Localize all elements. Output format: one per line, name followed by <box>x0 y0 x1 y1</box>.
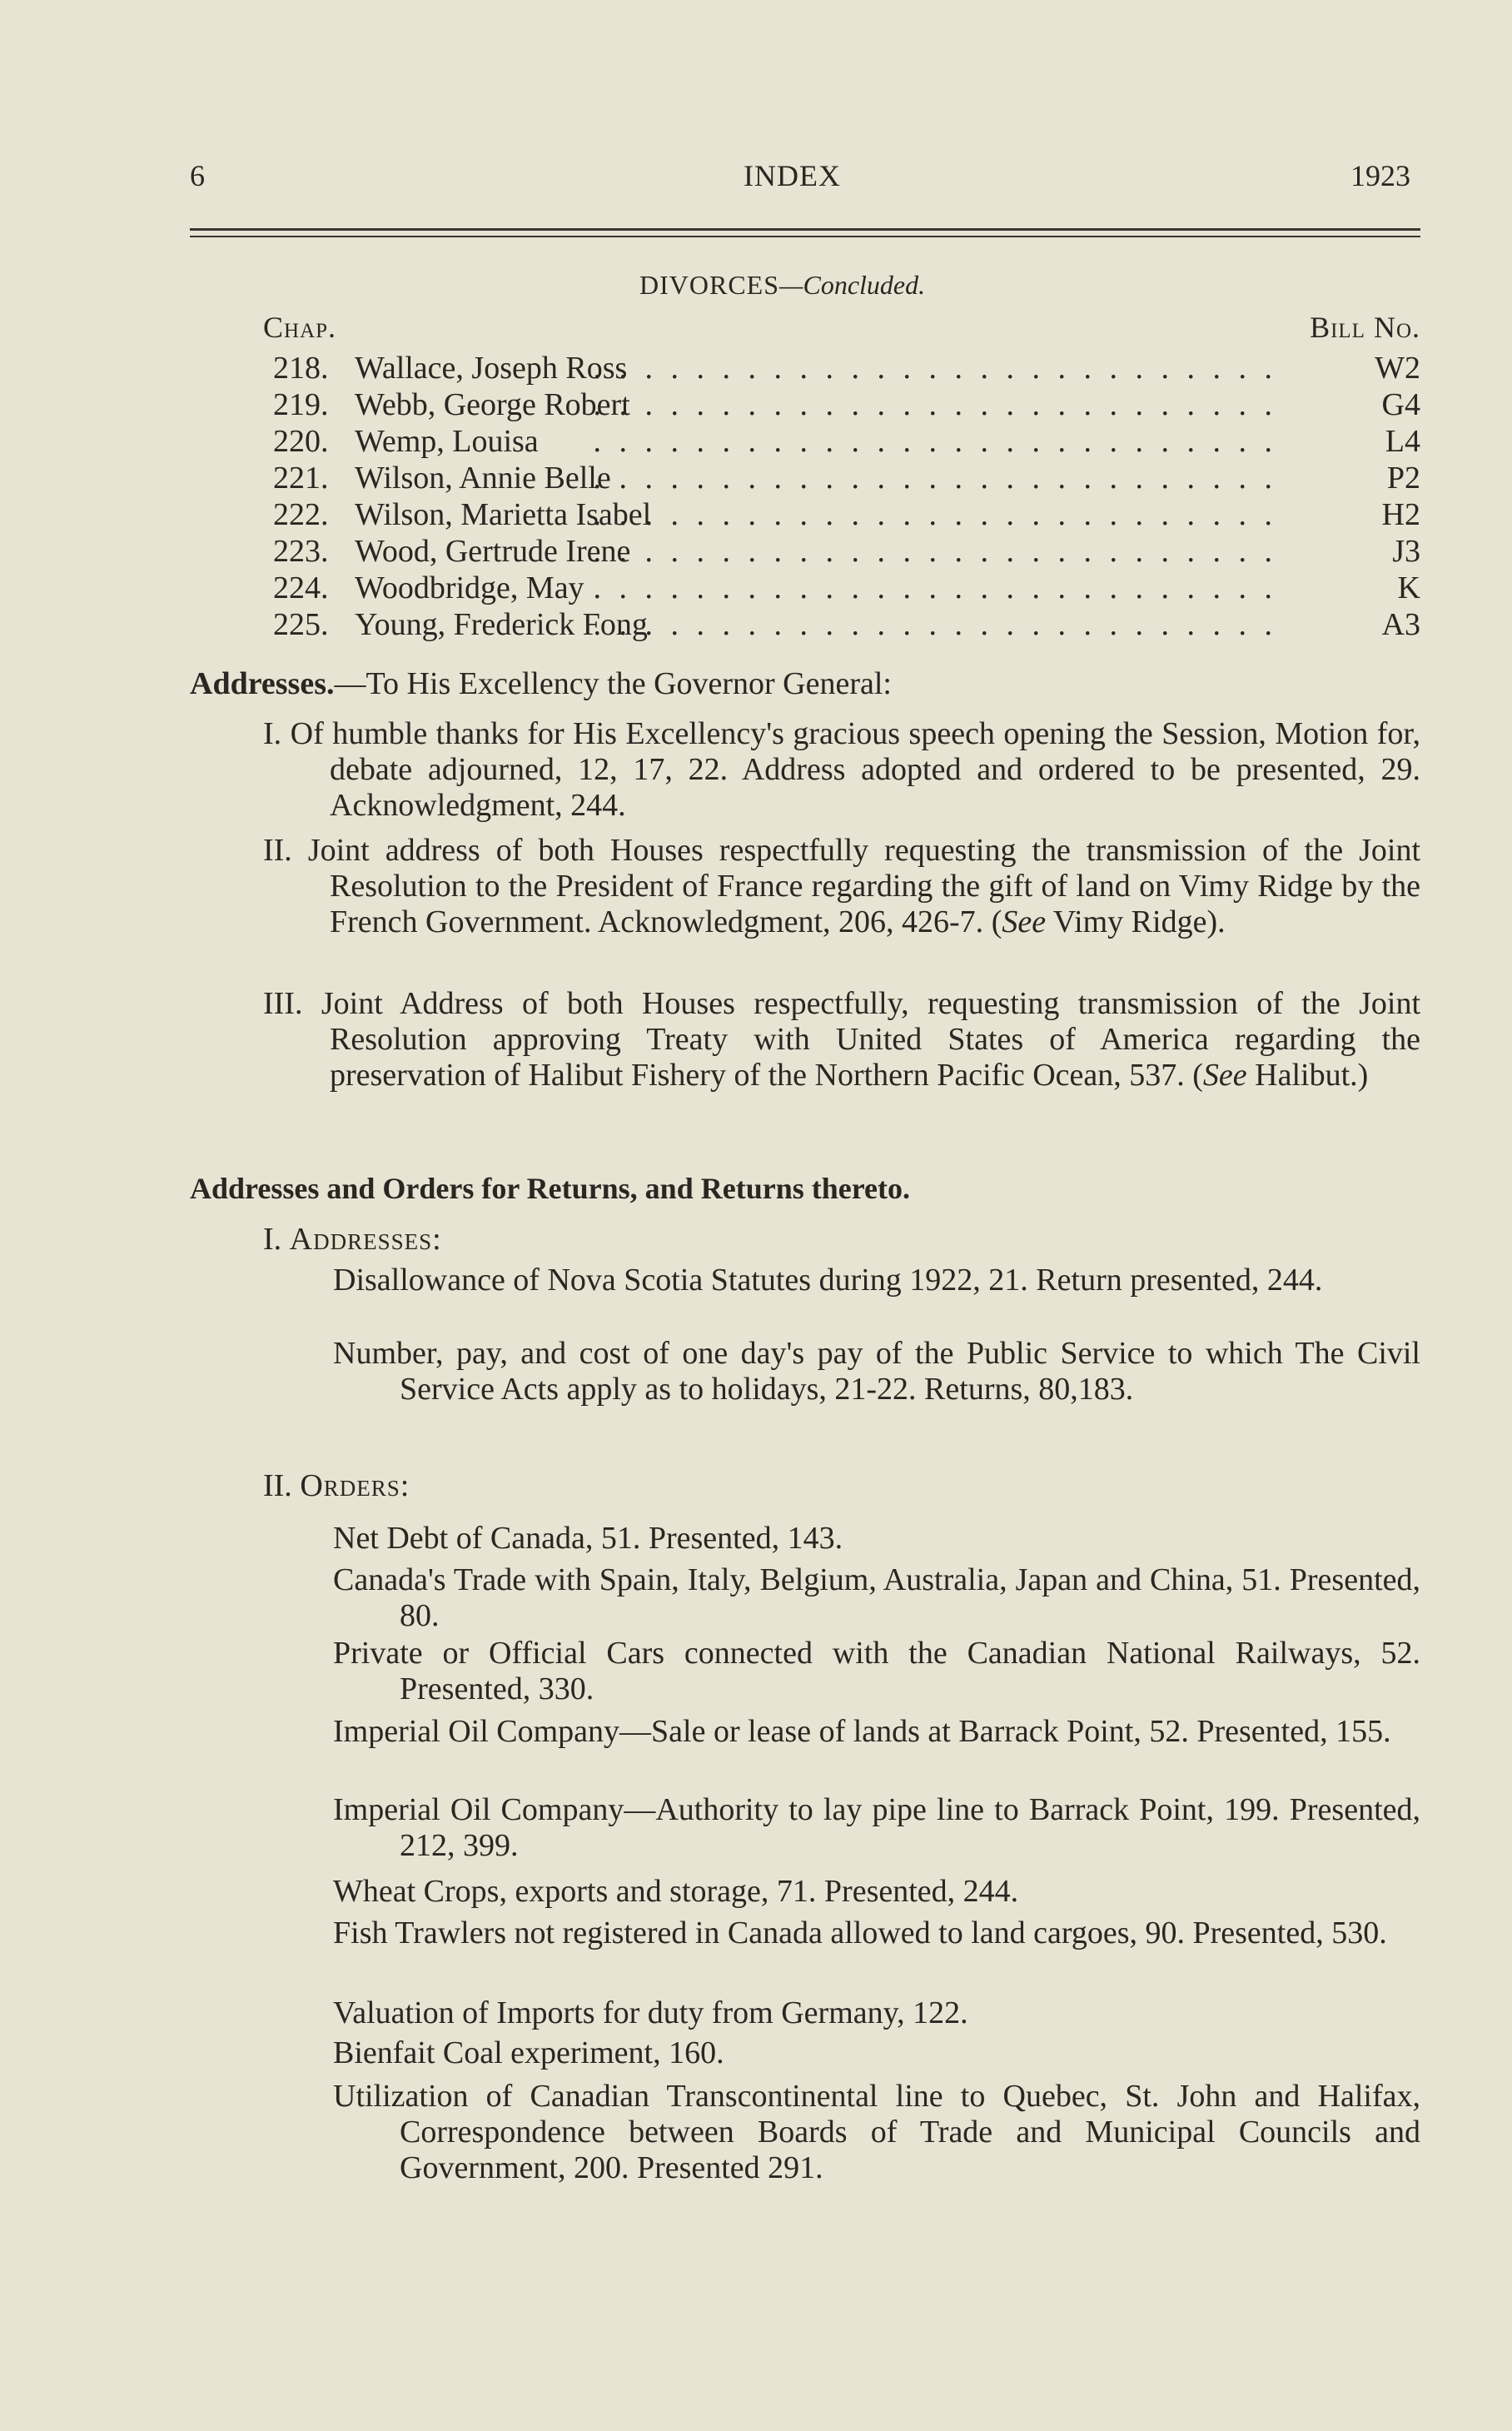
dot-leader: . . . . . . . . . . . . . . . . . . . . . . . . . . . <box>593 424 1277 459</box>
chapter-number: 223. <box>273 534 329 569</box>
orders-heading: Addresses and Orders for Returns, and Returns thereto. <box>190 1172 911 1205</box>
chapter-number: 224. <box>273 570 329 605</box>
address-item <box>263 986 1420 1093</box>
header-rule-top <box>190 228 1420 231</box>
header-rule-bottom <box>190 236 1420 237</box>
divorce-row <box>273 570 1420 606</box>
return-entry: Canada's Trade with Spain, Italy, Belgium, Australia, Japan and China, 51. Presented, 80. <box>333 1562 1420 1633</box>
address-item-number: III. <box>263 986 303 1021</box>
see-reference: (See Vimy Ridge). <box>991 904 1226 939</box>
chapter-number: 221. <box>273 461 329 496</box>
divorce-row <box>273 496 1420 533</box>
dot-leader: . . . . . . . . . . . . . . . . . . . . . . . . . . . <box>593 570 1277 605</box>
divorce-name: Wood, Gertrude Irene <box>355 534 631 569</box>
bill-number: L4 <box>1385 424 1420 459</box>
address-item-text: Joint address of both Houses respectfully requesting the transmission of the Joint Resolution to the President of France regarding the gift of land on Vimy Ridge by the French Government. Acknowledgment, 206, 426-7. <box>307 833 1420 939</box>
bill-number: J3 <box>1392 534 1420 569</box>
return-entry: Utilization of Canadian Transcontinental line to Quebec, St. John and Halifax, Correspondence between Boards of Trade and Municipal Councils and Government, 200. Presented 291. <box>333 2079 1420 2185</box>
divorce-row <box>273 606 1420 643</box>
divorce-name: Wallace, Joseph Ross <box>355 351 628 386</box>
divorce-name: Wilson, Marietta Isabel <box>355 497 652 532</box>
dot-leader: . . . . . . . . . . . . . . . . . . . . . . . . . . . <box>593 387 1277 422</box>
see-reference: (See Halibut.) <box>1192 1058 1369 1093</box>
dot-leader: . . . . . . . . . . . . . . . . . . . . . . . . . . . <box>593 534 1277 569</box>
page-title: INDEX <box>744 159 841 192</box>
bill-number: A3 <box>1381 607 1420 642</box>
chapter-number: 220. <box>273 424 329 459</box>
return-entry: Private or Official Cars connected with the Canadian National Railways, 52. Presented, 330. <box>333 1636 1420 1706</box>
dot-leader: . . . . . . . . . . . . . . . . . . . . . . . . . . . <box>593 461 1277 496</box>
addresses-heading: Addresses. <box>190 666 335 701</box>
return-entry: Fish Trawlers not registered in Canada allowed to land cargoes, 90. Presented, 530. <box>333 1915 1387 1950</box>
dot-leader: . . . . . . . . . . . . . . . . . . . . . . . . . . . <box>593 497 1277 532</box>
divorce-name: Wilson, Annie Belle <box>355 461 611 496</box>
return-entry: Number, pay, and cost of one day's pay of the Public Service to which The Civil Service Acts apply as to holidays, 21-22. Returns, 80,183. <box>333 1336 1420 1407</box>
return-entry: Valuation of Imports for duty from Germany, 122. <box>333 1995 968 2030</box>
sub-orders-heading: II. Orders: <box>263 1468 410 1503</box>
divorce-row <box>273 423 1420 460</box>
divorce-name: Wemp, Louisa <box>355 424 539 459</box>
dot-leader: . . . . . . . . . . . . . . . . . . . . . . . . . . . <box>593 607 1277 642</box>
bill-number: W2 <box>1375 351 1420 386</box>
chapter-number: 219. <box>273 387 329 422</box>
address-item <box>263 716 1420 824</box>
chapter-number: 218. <box>273 351 329 386</box>
bill-number: G4 <box>1381 387 1420 422</box>
address-item-text: Of humble thanks for His Excellency's gracious speech opening the Session, Motion for, debate adjourned, 12, 17, 22. Address adopted and ordered to be presented, 29. Acknowledgment, 244. <box>290 716 1420 823</box>
column-header-chap: Chap. <box>263 311 337 344</box>
return-entry: Imperial Oil Company—Authority to lay pipe line to Barrack Point, 199. Presented, 212, 399. <box>333 1792 1420 1863</box>
chapter-number: 222. <box>273 497 329 532</box>
sub-addresses-heading: I. Addresses: <box>263 1222 442 1257</box>
column-header-bill: Bill No. <box>1310 311 1420 344</box>
divorce-row <box>273 533 1420 570</box>
page-number: 6 <box>190 159 205 192</box>
address-item-number: II. <box>263 833 292 868</box>
return-entry: Bienfait Coal experiment, 160. <box>333 2035 724 2070</box>
return-entry: Net Debt of Canada, 51. Presented, 143. <box>333 1521 843 1556</box>
divorce-row <box>273 386 1420 423</box>
divorces-heading: DIVORCES—Concluded. <box>639 270 926 300</box>
page-year: 1923 <box>1350 159 1410 192</box>
chapter-number: 225. <box>273 607 329 642</box>
divorce-name: Woodbridge, May <box>355 570 584 605</box>
dot-leader: . . . . . . . . . . . . . . . . . . . . . . . . . . . <box>593 351 1277 386</box>
address-item <box>263 833 1420 940</box>
divorce-name: Webb, George Robert <box>355 387 630 422</box>
return-entry: Disallowance of Nova Scotia Statutes during 1922, 21. Return presented, 244. <box>333 1263 1323 1298</box>
bill-number: K <box>1397 570 1420 605</box>
return-entry: Imperial Oil Company—Sale or lease of lands at Barrack Point, 52. Presented, 155. <box>333 1714 1391 1749</box>
bill-number: H2 <box>1381 497 1420 532</box>
return-entry: Wheat Crops, exports and storage, 71. Presented, 244. <box>333 1874 1019 1909</box>
address-item-number: I. <box>263 716 282 751</box>
addresses-entry <box>190 666 1420 702</box>
divorce-row <box>273 460 1420 496</box>
divorce-row <box>273 350 1420 386</box>
address-item-text: Joint Address of both Houses respectfully, requesting transmission of the Joint Resolution approving Treaty with United States of America regarding the preservation of Halibut Fishery of the Northern Pacific Ocean, 537. <box>321 986 1420 1093</box>
addresses-intro: —To His Excellency the Governor General: <box>334 666 892 701</box>
divorce-name: Young, Frederick Fong <box>355 607 648 642</box>
bill-number: P2 <box>1386 461 1420 496</box>
